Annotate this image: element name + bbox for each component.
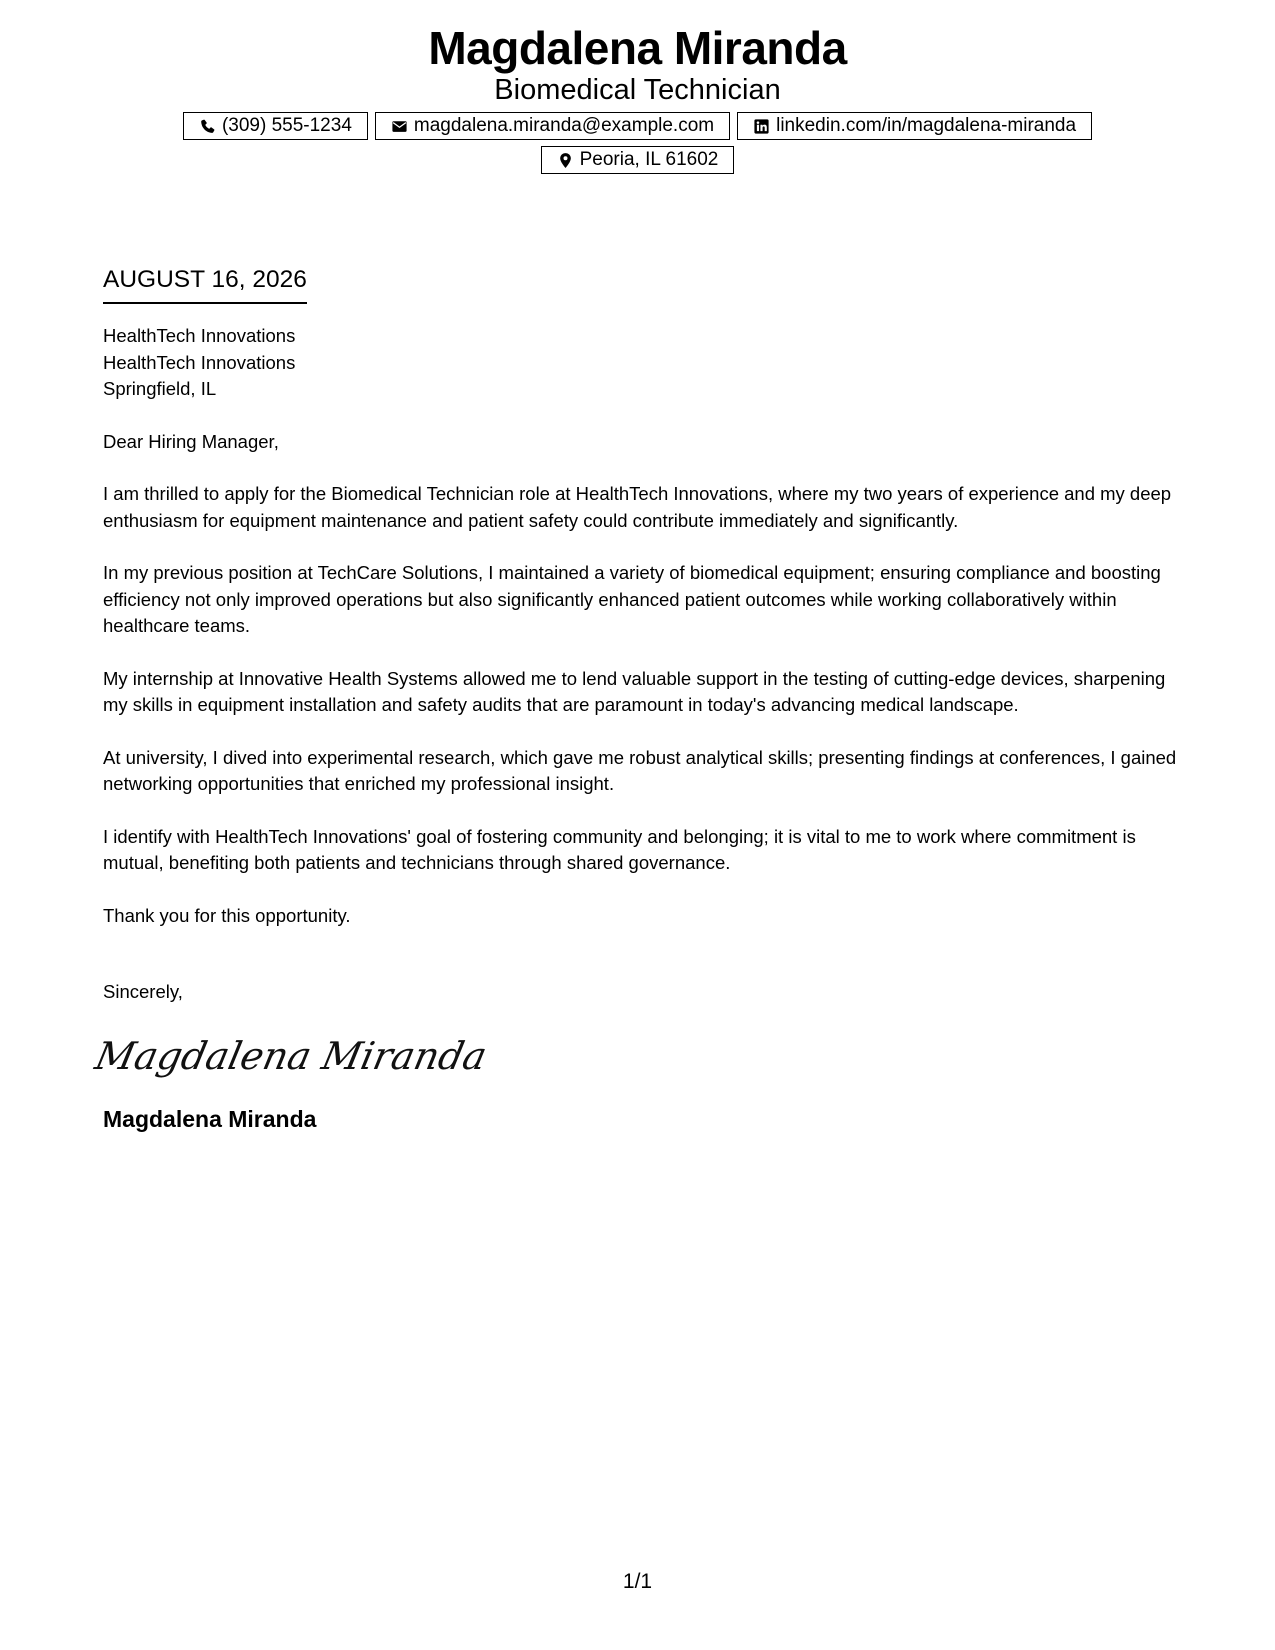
signature-text: Magdalena Miranda [91, 1033, 491, 1079]
recipient-block [103, 323, 1178, 403]
body-paragraph: In my previous position at TechCare Solutions, I maintained a variety of biomedical equipment; ensuring compliance and boosting efficiency not only improved operations but also significantly enhanced patient outcomes while working collaboratively within healthcare teams. [103, 562, 1161, 636]
contact-row [0, 112, 1275, 140]
phone-chip [183, 112, 368, 140]
email-text: magdalena.miranda@example.com [413, 115, 715, 136]
linkedin-icon [753, 118, 770, 135]
body-paragraph: At university, I dived into experimental research, which gave me robust analytical skills; presenting findings at conferences, I gained networking opportunities that enriched my professional insight. [103, 746, 1177, 794]
phone-text: (309) 555-1234 [221, 115, 352, 136]
letter-header [0, 22, 1275, 174]
body-paragraph: Thank you for this opportunity. [103, 904, 351, 926]
letter-date: AUGUST 16, 2026 [103, 265, 307, 304]
location-chip [541, 146, 735, 174]
envelope-icon [391, 118, 408, 135]
email-chip[interactable] [375, 112, 730, 140]
body-paragraph: My internship at Innovative Health Systems allowed me to lend valuable support in the testing of cutting-edge devices, sharpening my skills in equipment installation and safety audits that are paramount in today's advancing medical landscape. [103, 667, 1166, 715]
page-number: 1/1 [622, 1570, 653, 1593]
recipient-line: HealthTech Innovations [103, 325, 296, 346]
map-marker-icon [557, 152, 574, 169]
recipient-line: HealthTech Innovations [103, 351, 296, 373]
body-paragraph: I am thrilled to apply for the Biomedical Technician role at HealthTech Innovations, where my two years of experience and my deep enthusiasm for equipment maintenance and patient safety could contribute immediately and significantly. [103, 483, 1172, 531]
applicant-title: Biomedical Technician [494, 74, 781, 106]
phone-icon [199, 118, 216, 135]
closing: Sincerely, [103, 981, 183, 1002]
applicant-name: Magdalena Miranda [428, 22, 847, 74]
location-text: Peoria, IL 61602 [579, 149, 719, 170]
handwritten-signature [91, 1024, 491, 1094]
linkedin-text: linkedin.com/in/magdalena-miranda [776, 115, 1077, 136]
contact-row-location [0, 146, 1275, 174]
recipient-line: Springfield, IL [103, 378, 217, 399]
salutation: Dear Hiring Manager, [103, 430, 279, 452]
linkedin-chip[interactable] [737, 112, 1092, 140]
signer-name: Magdalena Miranda [103, 1105, 317, 1132]
body-paragraph: I identify with HealthTech Innovations' goal of fostering community and belonging; it is vital to me to work where commitment is mutual, benefiting both patients and technicians through shared governance. [103, 825, 1136, 873]
letter-body [91, 265, 1178, 1134]
